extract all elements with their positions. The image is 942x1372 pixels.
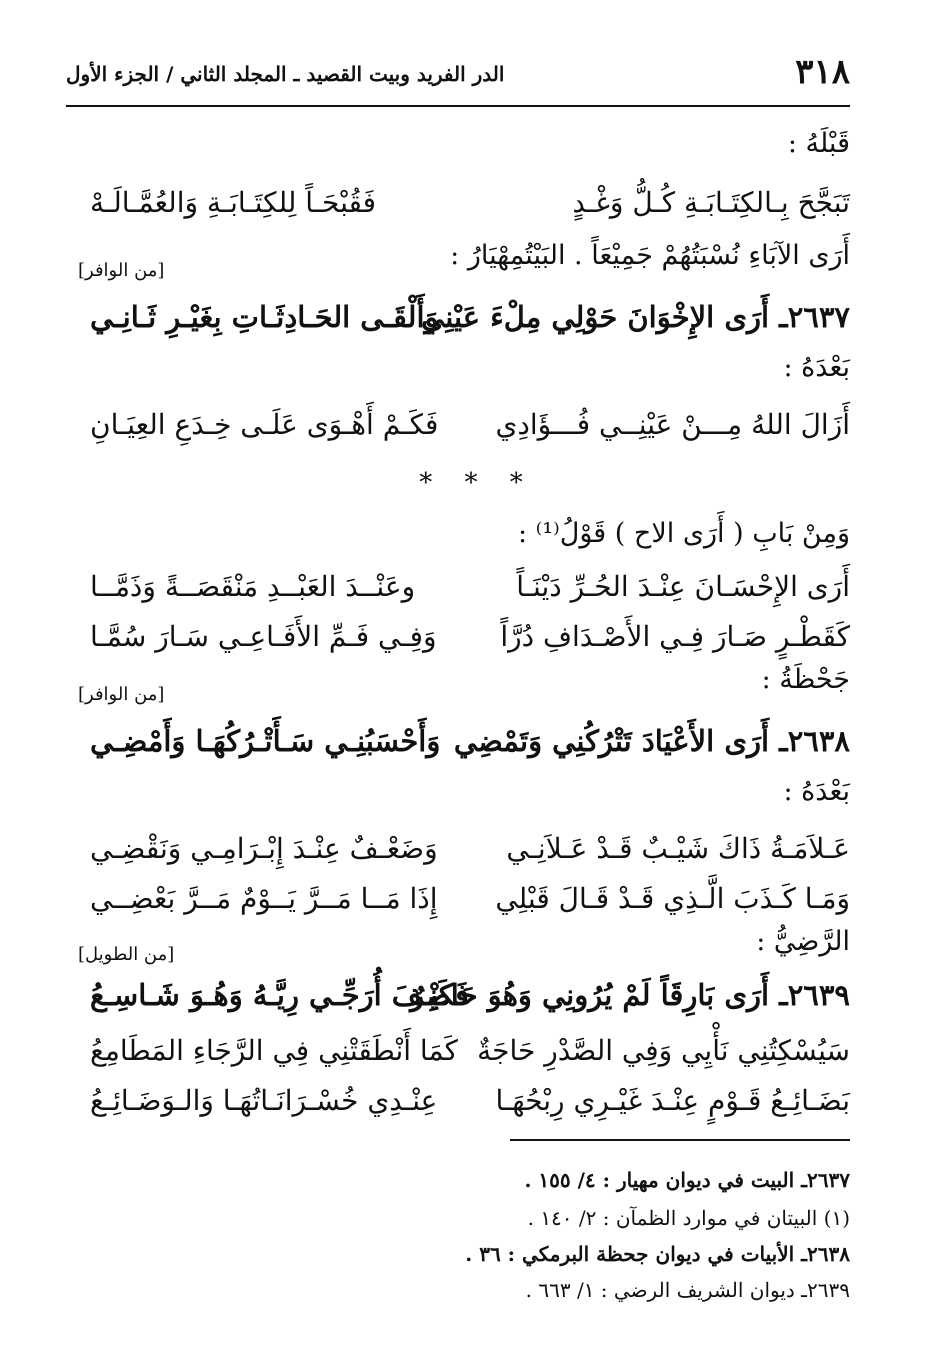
verse-second-hemistich: عِنْـدِي خُسْـرَانَـاتُهَـا وَالـوَضَـائِـعُ bbox=[90, 1084, 438, 1117]
verse-first-hemistich: سَيُسْكِتُنِي نَأْيِي وَفِي الصَّدْرِ حَاجَةٌ bbox=[477, 1034, 850, 1067]
verse-second-hemistich: وَفِـي فَـمِّ الأَفَـاعِـي سَـارَ سُمَّـا bbox=[90, 620, 437, 653]
running-title: الدر الفريد وبيت القصيد ـ المجلد الثاني / الجزء الأول bbox=[66, 62, 505, 86]
footnote: (١) البيتان في موارد الظمآن : ٢/ ١٤٠ . bbox=[527, 1206, 850, 1230]
star-glyph: * bbox=[464, 468, 478, 498]
verse-first-hemistich: بَضَـائِـعُ قَـوْمٍ عِنْـدَ غَيْـرِي رِبْحُهَـا bbox=[495, 1084, 850, 1117]
footnote: ٢٦٣٨ـ الأبيات في ديوان جحظة البرمكي : ٣٦ . bbox=[465, 1242, 850, 1266]
verse-second-hemistich: كَمَا أَنْطَقَتْنِي فِي الرَّجَاءِ المَطَامِعُ bbox=[90, 1034, 458, 1067]
verse-first-hemistich: عَـلاَمَـةُ ذَاكَ شَيْـبٌ قَـدْ عَـلاَنِـي bbox=[506, 832, 850, 865]
section-intro: بَعْدَهُ : bbox=[783, 352, 850, 383]
verse-second-hemistich: وعَنْــدَ العَبْــدِ مَنْقَصَــةً وَذَمَّــا bbox=[90, 570, 416, 603]
verse-line bbox=[90, 186, 850, 230]
section-intro: قَبْلَهُ : bbox=[787, 128, 850, 159]
header-rule bbox=[66, 105, 850, 107]
section-divider-stars bbox=[0, 468, 942, 498]
verse-line bbox=[90, 1034, 850, 1078]
poet-name: الرَّضِيُّ : bbox=[756, 926, 850, 957]
prose-line: أَرَى الآبَاءِ نُسْبَتُهُمْ جَمِيْعَاً . البَيْتُمِهْيَارُ : bbox=[450, 240, 850, 271]
main-verse-2637 bbox=[90, 300, 850, 344]
verse-second-hemistich: وَضَعْـفٌ عِنْـدَ إِبْـرَامِـي وَنَقْضِـي bbox=[90, 832, 438, 865]
verse-line bbox=[90, 620, 850, 664]
verse-second-hemistich: فَكَـمْ أَهْـوَى عَلَـى خِـدَعِ العِيَـانِ bbox=[90, 408, 439, 441]
verse-first-hemistich: ٢٦٣٨ـ أَرَى الأَعْيَادَ تَتْرُكُنِي وَتَمْضِي bbox=[453, 724, 850, 758]
verse-line bbox=[90, 882, 850, 926]
verse-second-hemistich: فَكَيْـفَ أُرَجِّـي رِيَّـهُ وَهُـوَ شَـاسِـعُ bbox=[90, 978, 469, 1012]
meter-label: [من الوافر] bbox=[78, 260, 165, 281]
verse-first-hemistich: ٢٦٣٩ـ أَرَى بَارِقَاً لَمْ يُرُونِي وَهُوَ حَاضِرٌ bbox=[410, 978, 850, 1012]
verse-second-hemistich: إِذَا مَــا مَــرَّ يَــوْمٌ مَــرَّ بَعْضِــي bbox=[90, 882, 438, 915]
verse-first-hemistich: أَزَالَ اللهُ مِـــنْ عَيْنِــي فُـــؤَادِي bbox=[495, 408, 850, 441]
footnote: ٢٦٣٩ـ ديوان الشريف الرضي : ١/ ٦٦٣ . bbox=[525, 1278, 850, 1302]
star-glyph: * bbox=[509, 468, 523, 498]
meter-label: [من الوافر] bbox=[78, 684, 165, 705]
main-verse-2639 bbox=[90, 978, 850, 1022]
page-number: ٣١٨ bbox=[795, 52, 850, 92]
verse-first-hemistich: ٢٦٣٧ـ أَرَى الإِخْوَانَ حَوْلِي مِلْءَ عَيْنِي bbox=[421, 300, 850, 334]
verse-first-hemistich: كَقَطْـرٍ صَـارَ فِـي الأَصْـدَافِ دُرَّاً bbox=[500, 620, 850, 653]
verse-first-hemistich: أَرَى الإِحْسَـانَ عِنْـدَ الحُـرِّ دَيْنَـاً bbox=[516, 570, 850, 603]
verse-second-hemistich: وَأَلْقَـى الحَـادِثَـاتِ بِغَيْـرِ ثَـانِـي bbox=[90, 300, 439, 334]
verse-line bbox=[90, 570, 850, 614]
verse-second-hemistich: فَقُبْحَـاً لِلكِتَـابَـةِ وَالعُمَّـالَـهْ bbox=[90, 186, 377, 219]
verse-second-hemistich: وَأَحْسَبُنِـي سَـأَتْـرُكُهَـا وَأَمْضِـي bbox=[90, 724, 441, 758]
meter-label: [من الطويل] bbox=[78, 944, 175, 965]
verse-line bbox=[90, 832, 850, 876]
verse-first-hemistich: تَبَجَّحَ بِـالكِتَـابَـةِ كُـلُّ وَغْـدٍ bbox=[572, 186, 850, 219]
star-glyph: * bbox=[419, 468, 433, 498]
footnote: ٢٦٣٧ـ البيت في ديوان مهيار : ٤/ ١٥٥ . bbox=[524, 1168, 850, 1192]
verse-first-hemistich: وَمَـا كَـذَبَ الَّـذِي قَـدْ قَـالَ قَبْلِي bbox=[495, 882, 850, 915]
footnote-rule bbox=[510, 1139, 850, 1141]
poet-name: جَحْظَةُ : bbox=[761, 664, 850, 695]
verse-line bbox=[90, 1084, 850, 1128]
main-verse-2638 bbox=[90, 724, 850, 768]
page-header bbox=[66, 48, 850, 96]
verse-line bbox=[90, 408, 850, 452]
section-intro: وَمِنْ بَابِ ( أَرَى الاح ) قَوْلُ⁽¹⁾ : bbox=[517, 518, 850, 549]
section-intro: بَعْدَهُ : bbox=[783, 776, 850, 807]
